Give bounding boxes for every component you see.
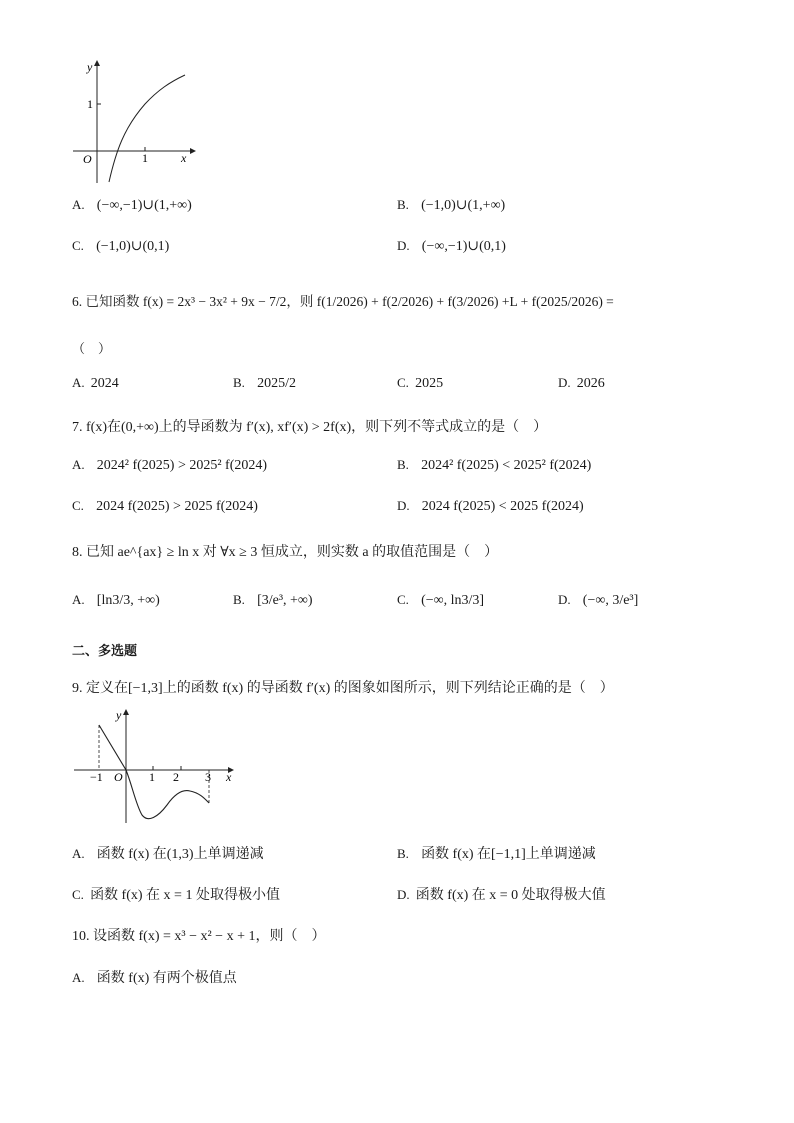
option-letter: C. xyxy=(72,887,84,902)
option-letter: C. xyxy=(397,375,409,390)
option-letter: D. xyxy=(397,498,410,513)
q6-option-a[interactable] xyxy=(72,375,119,392)
tick-3-label: 3 xyxy=(205,770,211,784)
option-letter: C. xyxy=(72,498,84,513)
q7-option-c[interactable] xyxy=(72,498,258,515)
tick-1-label: 1 xyxy=(149,770,155,784)
option-text: (−∞,−1)∪(1,+∞) xyxy=(96,198,192,213)
q6-stem: 6. 已知函数 f(x) = 2x³ − 3x² + 9x − 7/2，则 f(1/2026) + f(2/2026) + f(3/2026) +L + f(2025/2026) = xyxy=(72,294,614,309)
option-text: 函数 f(x) 在 x = 0 处取得极大值 xyxy=(415,888,606,903)
option-text: 2024 f(2025) > 2025 f(2024) xyxy=(96,499,258,514)
option-letter: B. xyxy=(397,457,409,472)
option-letter: A. xyxy=(72,846,85,861)
option-text: (−∞,−1)∪(0,1) xyxy=(421,239,506,254)
option-text: (−1,0)∪(0,1) xyxy=(96,239,170,254)
tick-minus1-label: −1 xyxy=(90,770,103,784)
q5-option-a[interactable] xyxy=(72,197,192,214)
origin-label: O xyxy=(114,770,123,784)
y-axis-label: y xyxy=(116,708,122,722)
option-text: [ln3/3, +∞) xyxy=(96,593,160,608)
option-text: 函数 f(x) 在[−1,1]上单调递减 xyxy=(421,847,596,862)
x-axis-label: x xyxy=(226,770,232,784)
option-letter: A. xyxy=(72,197,85,212)
option-text: 2024² f(2025) < 2025² f(2024) xyxy=(421,458,592,473)
tick-y-1-label: 1 xyxy=(87,97,93,111)
q10-stem: 10. 设函数 f(x) = x³ − x² − x + 1，则（ ） xyxy=(72,929,326,944)
y-axis-arrow xyxy=(94,60,100,66)
option-letter: C. xyxy=(397,592,409,607)
option-letter: B. xyxy=(233,375,245,390)
option-letter: C. xyxy=(72,238,84,253)
option-letter: B. xyxy=(233,592,245,607)
option-letter: A. xyxy=(72,375,85,390)
option-letter: B. xyxy=(397,846,409,861)
q6-option-c[interactable] xyxy=(397,375,443,392)
q8-option-d[interactable] xyxy=(558,592,638,609)
option-letter: D. xyxy=(397,238,410,253)
q5-option-d[interactable] xyxy=(397,238,506,255)
q9-option-d[interactable] xyxy=(397,884,606,904)
y-axis-arrow xyxy=(123,709,129,715)
x-axis-label: x xyxy=(181,151,187,165)
option-text: (−1,0)∪(1,+∞) xyxy=(421,198,506,213)
option-text: 2025 xyxy=(415,376,444,391)
option-text: 2024 xyxy=(90,376,119,391)
option-letter: D. xyxy=(397,887,410,902)
log-function-graph xyxy=(68,58,198,188)
q7-stem: 7. f(x)在(0,+∞)上的导函数为 f′(x), xf′(x) > 2f(x)，则下列不等式成立的是（ ） xyxy=(72,420,548,435)
option-text: (−∞, 3/e³] xyxy=(582,593,639,608)
q9-option-a[interactable] xyxy=(72,843,264,863)
q6-option-d[interactable] xyxy=(558,375,605,392)
q7-option-d[interactable] xyxy=(397,498,584,515)
option-letter: A. xyxy=(72,592,85,607)
option-text: 函数 f(x) 有两个极值点 xyxy=(96,971,237,986)
option-letter: A. xyxy=(72,970,85,985)
origin-label: O xyxy=(83,152,92,166)
option-text: 函数 f(x) 在(1,3)上单调递减 xyxy=(96,847,264,862)
option-letter: D. xyxy=(558,375,571,390)
log-curve xyxy=(109,75,185,182)
q8-stem: 8. 已知 ae^{ax} ≥ ln x 对 ∀x ≥ 3 恒成立，则实数 a 的取值范围是（ ） xyxy=(72,545,499,560)
q8-option-a[interactable] xyxy=(72,592,160,609)
option-text: 2026 xyxy=(576,376,605,391)
option-text: 函数 f(x) 在 x = 1 处取得极小值 xyxy=(90,888,280,903)
q10-option-a[interactable] xyxy=(72,967,237,987)
q5-option-b[interactable] xyxy=(397,197,505,214)
q8-option-c[interactable] xyxy=(397,592,484,609)
section-title: 二、多选题 xyxy=(72,644,138,659)
option-text: [3/e³, +∞) xyxy=(257,593,313,608)
q6-answer-paren: （ ） xyxy=(72,342,112,357)
q9-stem: 9. 定义在[−1,3]上的函数 f(x) 的导函数 f′(x) 的图象如图所示，则下列结论正确的是（ ） xyxy=(72,681,614,696)
option-text: (−∞, ln3/3] xyxy=(421,593,485,608)
q6-option-b[interactable] xyxy=(233,375,296,392)
q7-option-b[interactable] xyxy=(397,457,591,474)
tick-2-label: 2 xyxy=(173,770,179,784)
q7-option-a[interactable] xyxy=(72,457,267,474)
q8-option-b[interactable] xyxy=(233,592,313,609)
derivative-graph xyxy=(70,705,240,830)
tick-x-1-label: 1 xyxy=(142,151,148,165)
q5-option-c[interactable] xyxy=(72,238,169,255)
y-axis-label: y xyxy=(87,60,93,74)
q9-option-b[interactable] xyxy=(397,843,596,863)
option-text: 2024 f(2025) < 2025 f(2024) xyxy=(421,499,584,514)
option-text: 2024² f(2025) > 2025² f(2024) xyxy=(96,458,268,473)
option-letter: B. xyxy=(397,197,409,212)
option-text: 2025/2 xyxy=(257,376,296,391)
x-axis-arrow xyxy=(190,148,196,154)
option-letter: D. xyxy=(558,592,571,607)
option-letter: A. xyxy=(72,457,85,472)
q9-option-c[interactable] xyxy=(72,884,280,904)
